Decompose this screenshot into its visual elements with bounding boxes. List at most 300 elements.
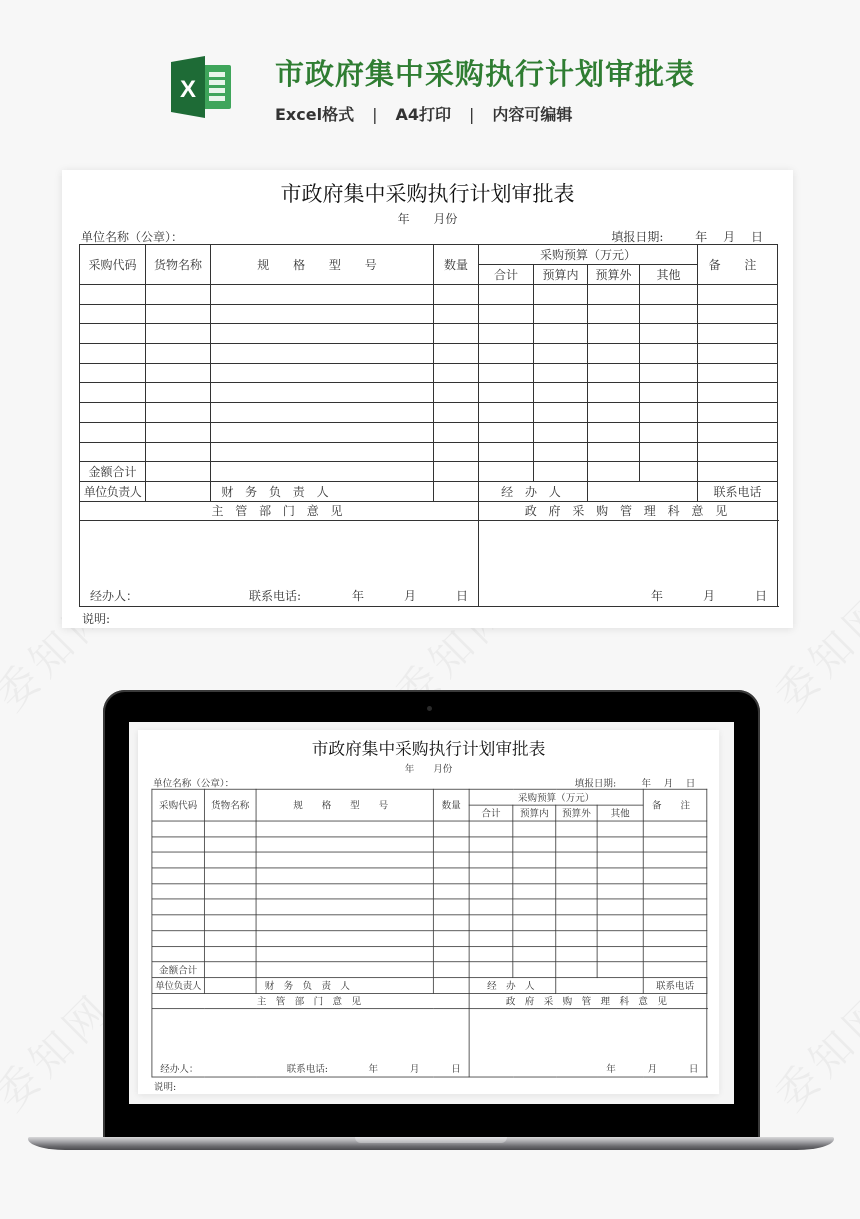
sign-phone-label: 联系电话: (286, 1063, 329, 1075)
opinion-body-row (80, 521, 778, 607)
cell[interactable] (640, 383, 698, 403)
format-tags (275, 102, 572, 125)
col-code: 采购代码 (80, 245, 146, 285)
cell[interactable] (513, 821, 556, 837)
cell[interactable] (534, 363, 588, 383)
cell[interactable] (204, 884, 256, 900)
cell[interactable] (597, 837, 643, 853)
cell[interactable] (479, 363, 534, 383)
cell[interactable] (479, 442, 534, 462)
cell[interactable] (597, 946, 643, 962)
cell[interactable] (204, 821, 256, 837)
table-row (80, 304, 778, 324)
year-label: 年 (351, 589, 364, 604)
cell[interactable] (556, 931, 597, 947)
cell[interactable] (534, 422, 588, 442)
col-budget-group: 采购预算（万元） (469, 789, 643, 805)
tag-a4-print: A4打印 (395, 105, 451, 124)
year-label: 年 (650, 589, 663, 604)
cell[interactable] (80, 383, 146, 403)
cell[interactable] (640, 462, 698, 482)
year-label: 年 (606, 1063, 616, 1075)
col-budget-in: 预算内 (534, 265, 588, 285)
total-label: 金额合计 (152, 962, 204, 978)
cell[interactable] (556, 868, 597, 884)
cell[interactable] (434, 383, 479, 403)
cell[interactable] (80, 285, 146, 305)
cell[interactable] (152, 884, 204, 900)
contact-label: 联系电话 (643, 978, 707, 994)
cell[interactable] (469, 915, 513, 931)
procurement-table (152, 789, 708, 1078)
cell[interactable] (588, 442, 640, 462)
note-label: 说明: (153, 1081, 177, 1093)
finance-head-label: 财 务 负 责 人 (256, 978, 433, 994)
cell[interactable] (433, 946, 469, 962)
cell[interactable] (256, 868, 433, 884)
month-label: 月 (723, 230, 736, 244)
table-row (152, 837, 707, 853)
cell[interactable] (513, 915, 556, 931)
cell[interactable] (469, 946, 513, 962)
cell[interactable] (640, 363, 698, 383)
cell[interactable] (211, 285, 434, 305)
cell[interactable] (479, 462, 534, 482)
cell[interactable] (256, 946, 433, 962)
cell[interactable] (204, 837, 256, 853)
unit-head-label: 单位负责人 (152, 978, 204, 994)
cell[interactable] (479, 383, 534, 403)
note-label: 说明: (82, 612, 111, 626)
period-year: 年 (397, 212, 410, 226)
cell[interactable] (556, 915, 597, 931)
cell[interactable] (597, 852, 643, 868)
cell[interactable] (80, 422, 146, 442)
cell[interactable] (433, 962, 469, 978)
approval-form (62, 170, 793, 628)
unit-head-value[interactable] (146, 481, 211, 501)
cell[interactable] (588, 324, 640, 344)
period-year: 年 (404, 763, 415, 775)
cell[interactable] (534, 324, 588, 344)
cell[interactable] (640, 442, 698, 462)
cell[interactable] (433, 931, 469, 947)
table-row (152, 946, 707, 962)
handler-value[interactable] (588, 481, 698, 501)
cell[interactable] (643, 884, 707, 900)
col-code: 采购代码 (152, 789, 204, 821)
gov-sign-line (470, 1062, 707, 1077)
cell[interactable] (698, 285, 778, 305)
cell[interactable] (146, 383, 211, 403)
cell[interactable] (146, 324, 211, 344)
table-row (80, 383, 778, 403)
cell[interactable] (256, 931, 433, 947)
cell[interactable] (556, 946, 597, 962)
col-budget-group: 采购预算（万元） (479, 245, 698, 265)
cell[interactable] (469, 899, 513, 915)
cell[interactable] (211, 422, 434, 442)
cell[interactable] (204, 899, 256, 915)
day-label: 日 (688, 1063, 699, 1075)
day-label: 日 (755, 589, 768, 604)
cell[interactable] (698, 324, 778, 344)
cell[interactable] (204, 915, 256, 931)
cell[interactable] (640, 304, 698, 324)
dept-opinion-box[interactable] (152, 1009, 469, 1077)
cell[interactable] (80, 363, 146, 383)
month-label: 月 (663, 777, 674, 789)
gov-opinion-label: 政 府 采 购 管 理 科 意 见 (479, 501, 778, 521)
cell[interactable] (469, 852, 513, 868)
opinion-body-row (152, 1009, 707, 1077)
col-budget-out: 预算外 (588, 265, 640, 285)
cell[interactable] (80, 403, 146, 423)
cell[interactable] (640, 403, 698, 423)
responsible-row (80, 481, 778, 501)
col-budget-other: 其他 (597, 805, 643, 821)
cell[interactable] (152, 868, 204, 884)
cell[interactable] (152, 931, 204, 947)
cell[interactable] (534, 383, 588, 403)
total-row (152, 962, 707, 978)
cell[interactable] (211, 442, 434, 462)
cell[interactable] (211, 304, 434, 324)
cell[interactable] (152, 915, 204, 931)
sign-date (352, 587, 468, 604)
cell[interactable] (643, 915, 707, 931)
col-remark: 备 注 (698, 245, 778, 285)
day-label: 日 (455, 589, 468, 604)
cell[interactable] (469, 884, 513, 900)
col-spec: 规 格 型 号 (256, 789, 433, 821)
table-row (152, 821, 707, 837)
cell[interactable] (698, 363, 778, 383)
cell[interactable] (469, 837, 513, 853)
cell[interactable] (513, 837, 556, 853)
sign-date (606, 1062, 698, 1076)
cell[interactable] (698, 422, 778, 442)
cell[interactable] (434, 462, 479, 482)
dept-sign-line (152, 1062, 468, 1077)
cell[interactable] (433, 868, 469, 884)
cell[interactable] (513, 868, 556, 884)
cell[interactable] (433, 821, 469, 837)
col-budget-other: 其他 (640, 265, 698, 285)
cell[interactable] (479, 304, 534, 324)
fill-date (575, 776, 696, 790)
unit-name-label: 单位名称（公章）： (81, 230, 184, 244)
cell[interactable] (698, 304, 778, 324)
finance-head-label: 财 务 负 责 人 (211, 481, 434, 501)
opinion-header-row (152, 993, 707, 1009)
cell[interactable] (80, 442, 146, 462)
cell[interactable] (513, 962, 556, 978)
cell[interactable] (597, 884, 643, 900)
cell[interactable] (513, 852, 556, 868)
cell[interactable] (588, 403, 640, 423)
cell[interactable] (146, 442, 211, 462)
cell[interactable] (80, 324, 146, 344)
cell[interactable] (643, 837, 707, 853)
page-title: 市政府集中采购执行计划审批表 (275, 57, 696, 91)
cell[interactable] (80, 304, 146, 324)
cell[interactable] (152, 837, 204, 853)
cell[interactable] (256, 821, 433, 837)
year-label: 年 (695, 230, 708, 244)
sign-handler-label: 经办人： (160, 1063, 199, 1075)
finance-head-value[interactable] (433, 978, 469, 994)
dept-opinion-box[interactable] (80, 521, 479, 607)
handler-label: 经 办 人 (469, 978, 556, 994)
cell[interactable] (479, 422, 534, 442)
cell[interactable] (434, 285, 479, 305)
excel-icon (171, 56, 233, 118)
fill-date-ymd (695, 230, 763, 244)
cell[interactable] (643, 821, 707, 837)
form-period (138, 762, 719, 776)
gov-opinion-box[interactable] (469, 1009, 707, 1077)
handler-value[interactable] (556, 978, 643, 994)
cell[interactable] (643, 931, 707, 947)
cell[interactable] (597, 962, 643, 978)
cell[interactable] (434, 422, 479, 442)
cell[interactable] (597, 915, 643, 931)
cell[interactable] (588, 344, 640, 364)
cell[interactable] (146, 344, 211, 364)
cell[interactable] (534, 403, 588, 423)
cell[interactable] (211, 324, 434, 344)
cell[interactable] (146, 285, 211, 305)
cell[interactable] (643, 946, 707, 962)
cell[interactable] (479, 403, 534, 423)
laptop-screen (129, 722, 734, 1104)
col-budget-total: 合计 (469, 805, 513, 821)
tag-separator: | (372, 105, 378, 124)
cell[interactable] (433, 899, 469, 915)
cell[interactable] (146, 363, 211, 383)
cell[interactable] (152, 899, 204, 915)
cell[interactable] (433, 852, 469, 868)
dept-opinion-label: 主 管 部 门 意 见 (80, 501, 479, 521)
month-label: 月 (409, 1063, 420, 1075)
gov-opinion-box[interactable] (479, 521, 778, 607)
cell[interactable] (588, 422, 640, 442)
finance-head-value[interactable] (434, 481, 479, 501)
period-month: 月份 (433, 763, 453, 775)
cell[interactable] (146, 462, 211, 482)
cell[interactable] (556, 884, 597, 900)
cell[interactable] (513, 931, 556, 947)
sign-handler-label: 经办人： (90, 589, 139, 604)
cell[interactable] (146, 304, 211, 324)
month-label: 月 (647, 1063, 658, 1075)
cell[interactable] (479, 344, 534, 364)
sign-date (369, 1062, 461, 1076)
procurement-table (79, 244, 778, 607)
cell[interactable] (513, 946, 556, 962)
cell[interactable] (588, 363, 640, 383)
col-remark: 备 注 (643, 789, 707, 821)
cell[interactable] (204, 852, 256, 868)
sheet-preview (62, 170, 793, 628)
cell[interactable] (534, 462, 588, 482)
cell[interactable] (256, 915, 433, 931)
cell[interactable] (152, 852, 204, 868)
col-goods: 货物名称 (146, 245, 211, 285)
cell[interactable] (588, 285, 640, 305)
cell[interactable] (256, 884, 433, 900)
form-title: 市政府集中采购执行计划审批表 (311, 739, 546, 759)
cell[interactable] (556, 837, 597, 853)
cell[interactable] (640, 285, 698, 305)
cell[interactable] (146, 403, 211, 423)
cell[interactable] (434, 344, 479, 364)
cell[interactable] (469, 868, 513, 884)
cell[interactable] (698, 344, 778, 364)
unit-name-label: 单位名称（公章）： (153, 777, 235, 789)
table-row (80, 285, 778, 305)
table-row (152, 915, 707, 931)
cell[interactable] (434, 363, 479, 383)
cell[interactable] (204, 962, 256, 978)
cell[interactable] (556, 962, 597, 978)
fill-date (611, 228, 763, 245)
cell[interactable] (434, 304, 479, 324)
table-row (152, 899, 707, 915)
cell[interactable] (597, 821, 643, 837)
table-row (80, 403, 778, 423)
responsible-row (152, 978, 707, 994)
day-label: 日 (685, 777, 696, 789)
cell[interactable] (256, 962, 433, 978)
cell[interactable] (469, 931, 513, 947)
year-label: 年 (368, 1063, 379, 1075)
cell[interactable] (698, 462, 778, 482)
period-month: 月份 (433, 212, 458, 226)
cell[interactable] (146, 422, 211, 442)
cell[interactable] (534, 285, 588, 305)
cell[interactable] (204, 931, 256, 947)
cell[interactable] (513, 884, 556, 900)
cell[interactable] (534, 304, 588, 324)
col-goods: 货物名称 (204, 789, 256, 821)
cell[interactable] (433, 915, 469, 931)
col-spec: 规 格 型 号 (211, 245, 434, 285)
cell[interactable] (80, 344, 146, 364)
cell[interactable] (643, 852, 707, 868)
tag-editable: 内容可编辑 (492, 105, 573, 124)
cell[interactable] (204, 946, 256, 962)
cell[interactable] (556, 821, 597, 837)
day-label: 日 (451, 1063, 461, 1075)
cell[interactable] (534, 344, 588, 364)
cell[interactable] (256, 852, 433, 868)
cell[interactable] (433, 884, 469, 900)
cell[interactable] (597, 899, 643, 915)
cell[interactable] (469, 821, 513, 837)
cell[interactable] (597, 931, 643, 947)
sign-phone-label: 联系电话: (248, 589, 301, 604)
cell[interactable] (479, 285, 534, 305)
sheet-preview-mini (138, 730, 719, 1094)
cell[interactable] (479, 324, 534, 344)
cell[interactable] (643, 962, 707, 978)
cell[interactable] (640, 324, 698, 344)
svg-text:X: X (179, 76, 197, 103)
table-row (152, 852, 707, 868)
dept-opinion-label: 主 管 部 门 意 见 (152, 993, 469, 1009)
cell[interactable] (211, 363, 434, 383)
unit-head-label: 单位负责人 (80, 481, 146, 501)
cell[interactable] (204, 868, 256, 884)
cell[interactable] (643, 868, 707, 884)
cell[interactable] (513, 899, 556, 915)
cell[interactable] (469, 962, 513, 978)
cell[interactable] (434, 442, 479, 462)
watermark (760, 978, 860, 1122)
cell[interactable] (698, 442, 778, 462)
cell[interactable] (534, 442, 588, 462)
total-label: 金额合计 (80, 462, 146, 482)
approval-form (138, 730, 719, 1094)
cell[interactable] (211, 403, 434, 423)
gov-opinion-label: 政 府 采 购 管 理 科 意 见 (469, 993, 707, 1009)
table-row (80, 344, 778, 364)
cell[interactable] (588, 383, 640, 403)
opinion-header-row (80, 501, 778, 521)
table-row (80, 422, 778, 442)
data-rows (80, 285, 778, 462)
col-qty: 数量 (434, 245, 479, 285)
fill-date-label: 填报日期: (611, 230, 664, 244)
gov-sign-line (479, 587, 777, 606)
cell[interactable] (434, 403, 479, 423)
cell[interactable] (643, 899, 707, 915)
handler-label: 经 办 人 (479, 481, 588, 501)
form-title: 市政府集中采购执行计划审批表 (280, 182, 575, 206)
camera-icon (427, 706, 432, 711)
cell[interactable] (640, 344, 698, 364)
cell[interactable] (698, 383, 778, 403)
cell[interactable] (256, 899, 433, 915)
cell[interactable] (556, 899, 597, 915)
cell[interactable] (211, 462, 434, 482)
cell[interactable] (152, 821, 204, 837)
sign-date (651, 587, 767, 604)
cell[interactable] (434, 324, 479, 344)
cell[interactable] (640, 422, 698, 442)
cell[interactable] (211, 344, 434, 364)
fill-date-label: 填报日期: (574, 777, 617, 789)
cell[interactable] (211, 383, 434, 403)
unit-head-value[interactable] (204, 978, 256, 994)
dept-sign-line (80, 587, 478, 606)
cell[interactable] (556, 852, 597, 868)
col-budget-out: 预算外 (556, 805, 597, 821)
cell[interactable] (698, 403, 778, 423)
cell[interactable] (588, 462, 640, 482)
cell[interactable] (152, 946, 204, 962)
cell[interactable] (597, 868, 643, 884)
cell[interactable] (588, 304, 640, 324)
contact-label: 联系电话 (698, 481, 778, 501)
table-row (80, 442, 778, 462)
cell[interactable] (433, 837, 469, 853)
col-qty: 数量 (433, 789, 469, 821)
cell[interactable] (256, 837, 433, 853)
table-row (80, 363, 778, 383)
